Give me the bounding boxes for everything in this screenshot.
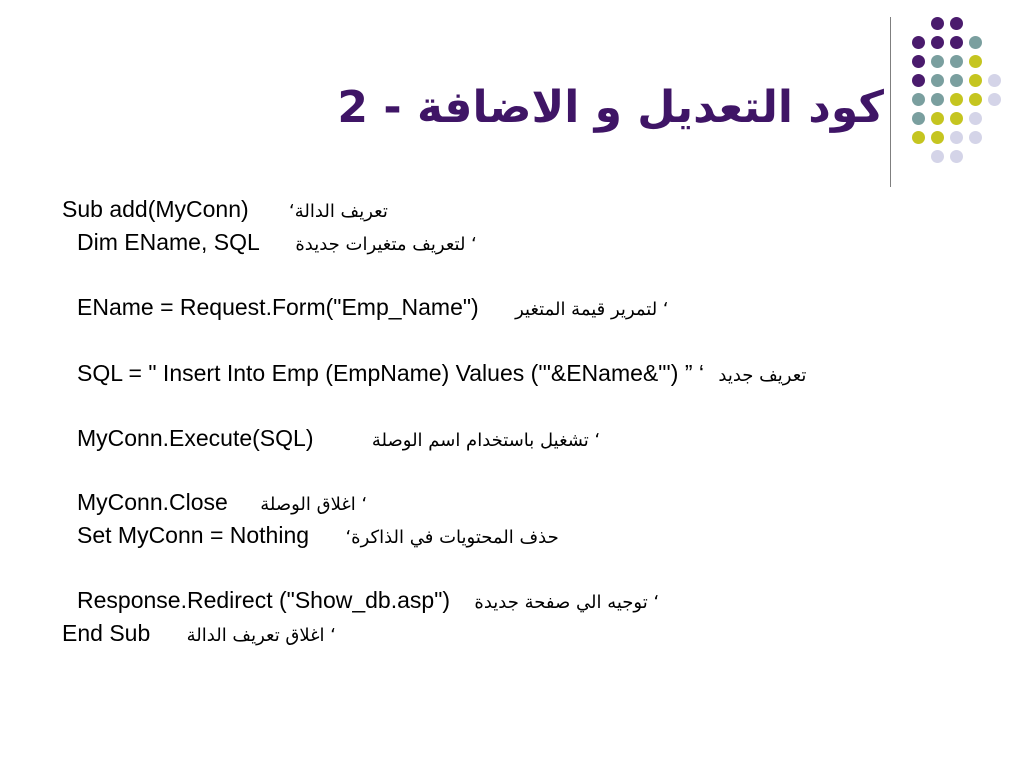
decorative-dot bbox=[912, 74, 925, 87]
code-line-close bbox=[77, 491, 367, 514]
decorative-dot bbox=[912, 36, 925, 49]
arabic-comment: تعريف جديد bbox=[718, 365, 807, 386]
decorative-dot bbox=[912, 131, 925, 144]
code-line-execute bbox=[77, 427, 600, 450]
decorative-dot bbox=[950, 93, 963, 106]
decorative-dot bbox=[931, 131, 944, 144]
arabic-comment: حذف المحتويات في الذاكرة‘ bbox=[345, 527, 559, 548]
arabic-comment: تعريف الدالة‘ bbox=[289, 201, 388, 222]
decorative-dot bbox=[950, 36, 963, 49]
decorative-dot bbox=[988, 93, 1001, 106]
code-line-sql bbox=[77, 362, 806, 385]
arabic-comment: ‘ لتعريف متغيرات جديدة bbox=[295, 234, 477, 255]
decorative-dot bbox=[969, 93, 982, 106]
code-text: MyConn.Close bbox=[77, 489, 228, 515]
code-line-sub-add bbox=[62, 198, 388, 221]
arabic-comment: ‘ لتمرير قيمة المتغير bbox=[515, 299, 669, 320]
decorative-dot bbox=[912, 55, 925, 68]
decorative-dot bbox=[931, 112, 944, 125]
decorative-dot bbox=[988, 74, 1001, 87]
decorative-dot bbox=[969, 55, 982, 68]
code-line-dim bbox=[77, 231, 477, 254]
arabic-comment: ‘ اغلاق تعريف الدالة bbox=[186, 625, 336, 646]
decorative-dot bbox=[912, 112, 925, 125]
code-text: EName = Request.Form("Emp_Name") bbox=[77, 294, 479, 320]
decorative-dot bbox=[950, 17, 963, 30]
decorative-dot bbox=[950, 131, 963, 144]
decorative-dot bbox=[950, 150, 963, 163]
code-text: Response.Redirect ("Show_db.asp") bbox=[77, 587, 451, 613]
arabic-comment: ‘ اغلاق الوصلة bbox=[260, 494, 368, 515]
code-text: Dim EName, SQL bbox=[77, 229, 259, 255]
decorative-dot bbox=[912, 93, 925, 106]
decorative-dot bbox=[969, 112, 982, 125]
code-text: Sub add(MyConn) bbox=[62, 196, 249, 222]
decorative-dot bbox=[931, 36, 944, 49]
decorative-dot bbox=[969, 36, 982, 49]
code-text: MyConn.Execute(SQL) bbox=[77, 425, 314, 451]
code-line-redirect bbox=[77, 589, 659, 612]
code-text: SQL = " Insert Into Emp (EmpName) Values ('"&EName&"') ” ‘ bbox=[77, 360, 704, 386]
code-line-end-sub bbox=[62, 622, 336, 645]
decorative-dot bbox=[931, 17, 944, 30]
arabic-comment: ‘ تشغيل باستخدام اسم الوصلة bbox=[371, 430, 601, 451]
decorative-dot bbox=[931, 93, 944, 106]
decorative-dot bbox=[931, 74, 944, 87]
decorative-dot bbox=[950, 55, 963, 68]
decorative-dot bbox=[950, 74, 963, 87]
decorative-dot bbox=[931, 150, 944, 163]
decorative-dot bbox=[969, 131, 982, 144]
title-divider-line bbox=[890, 17, 891, 187]
decorative-dot bbox=[931, 55, 944, 68]
code-text: End Sub bbox=[62, 620, 151, 646]
slide-title: كود التعديل و الاضافة - 2 bbox=[337, 82, 884, 133]
code-line-ename bbox=[77, 296, 669, 319]
decorative-dot bbox=[969, 74, 982, 87]
arabic-comment: ‘ توجيه الي صفحة جديدة bbox=[474, 592, 660, 613]
code-text: Set MyConn = Nothing bbox=[77, 522, 310, 548]
decorative-dot bbox=[950, 112, 963, 125]
code-line-set-nothing bbox=[77, 524, 559, 547]
